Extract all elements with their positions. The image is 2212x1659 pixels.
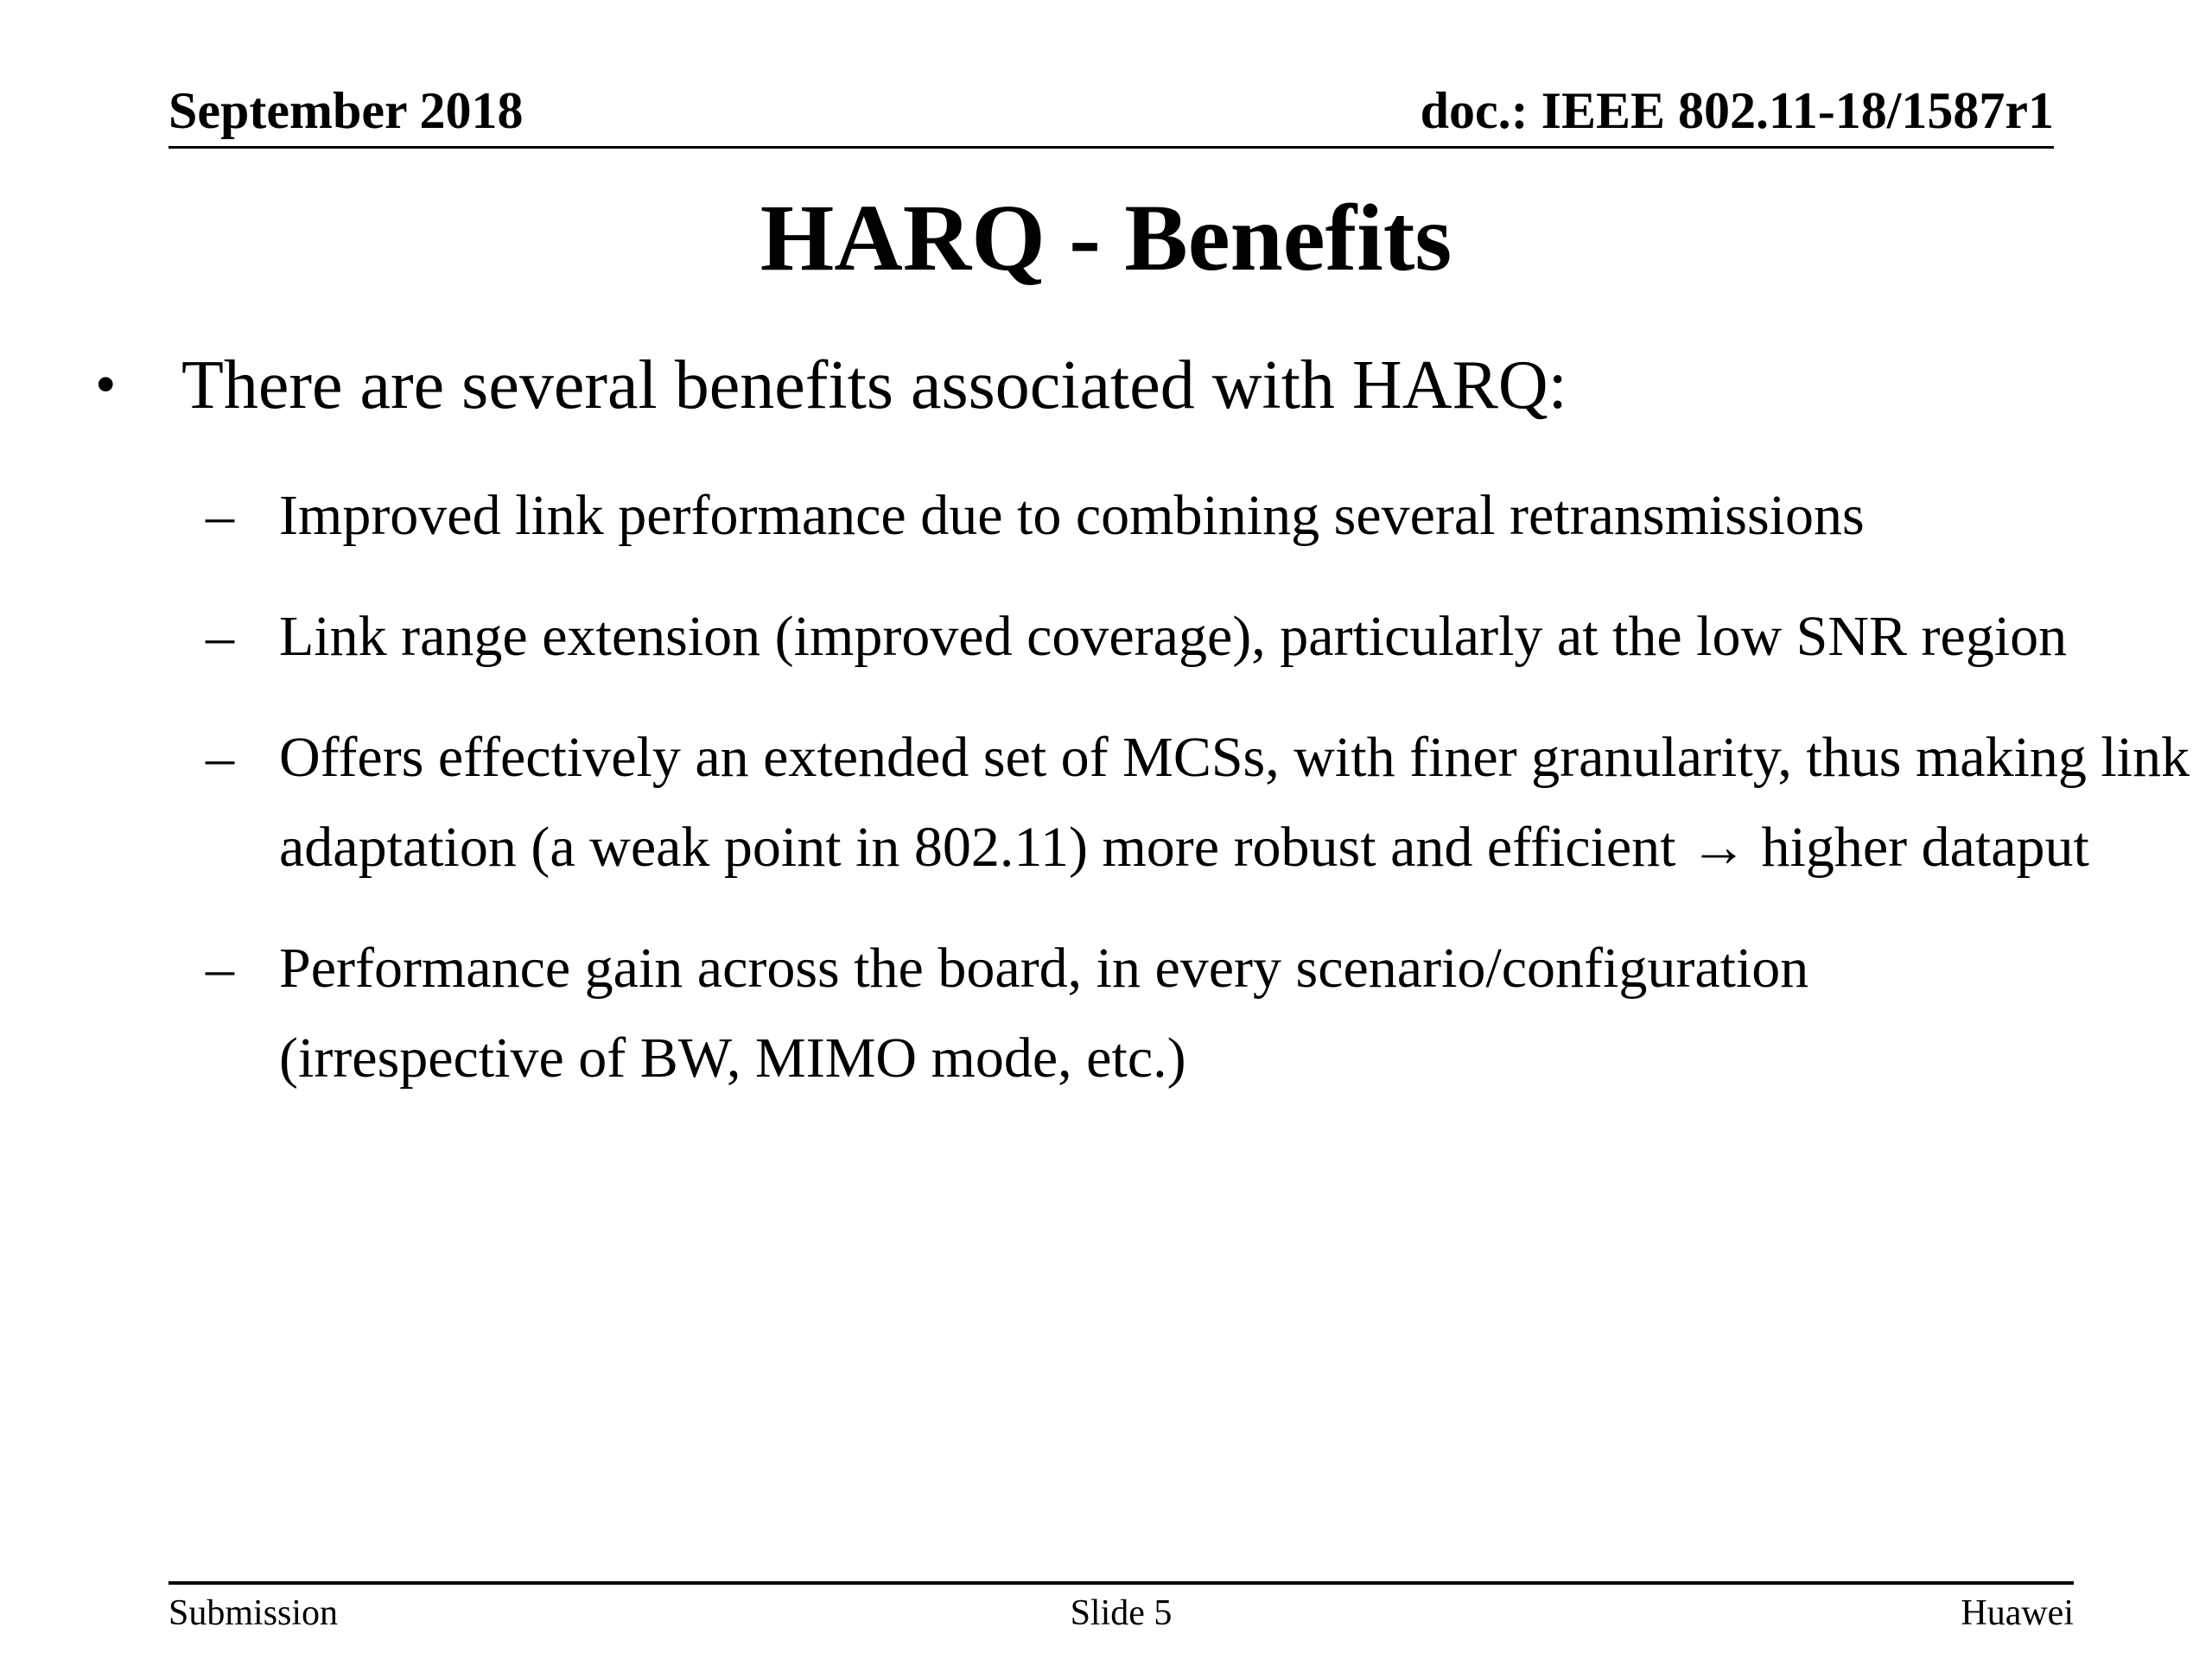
sub-bullet-item xyxy=(206,713,2193,893)
sub-bullet-item xyxy=(206,471,2193,561)
header-doc-id: doc.: IEEE 802.11-18/1587r1 xyxy=(1420,82,2054,139)
sub-bullet-text: Link range extension (improved coverage), particularly at the low SNR region xyxy=(279,605,2068,668)
dash-icon: – xyxy=(206,726,234,789)
header-date: September 2018 xyxy=(168,82,524,139)
slide-header xyxy=(168,79,2054,149)
dash-icon: – xyxy=(206,605,234,668)
sub-bullet-item xyxy=(206,924,2193,1103)
slide-title: HARQ - Benefits xyxy=(760,185,1452,290)
dash-icon: – xyxy=(206,484,234,547)
bullet-dot-icon: • xyxy=(95,352,117,418)
footer-submission: Submission xyxy=(168,1593,339,1633)
footer-slide-number: Slide 5 xyxy=(1070,1593,1173,1633)
sub-bullet-text: Offers effectively an extended set of MCSs, with finer granularity, thus making link adaptation (a weak point in 802.11) more robust and efficient → higher dataput xyxy=(279,726,2190,879)
sub-bullet-list xyxy=(206,471,2193,1135)
sub-bullet-item xyxy=(206,592,2193,682)
main-bullet-text: There are several benefits associated with HARQ: xyxy=(181,347,1567,423)
sub-bullet-text: Improved link performance due to combining several retransmissions xyxy=(279,484,1865,547)
sub-bullet-text: Performance gain across the board, in every scenario/configuration (irrespective of BW, MIMO mode, etc.) xyxy=(279,937,1809,1090)
slide-footer xyxy=(168,1581,2074,1637)
footer-company: Huawei xyxy=(1961,1593,2074,1633)
dash-icon: – xyxy=(206,937,234,1000)
